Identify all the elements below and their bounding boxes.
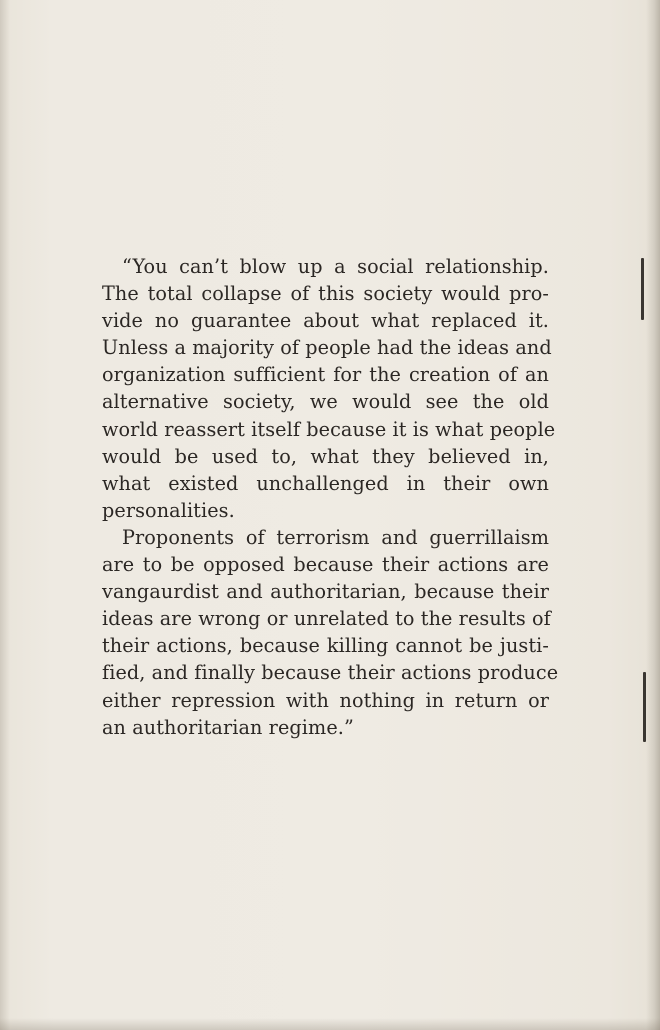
bottom-staple xyxy=(643,672,646,742)
bottom-edge-shadow xyxy=(0,1018,660,1030)
quote-line: “You can’t blow up a social relationship. xyxy=(122,255,549,278)
quote-line: The total collapse of this society would pro- xyxy=(102,282,549,306)
quote-line: are to be opposed because their actions are xyxy=(102,553,549,577)
quote-line: Proponents of terrorism and guerrillaism xyxy=(122,525,549,549)
quote-line: fied, and finally because their actions produce xyxy=(102,661,559,685)
quote-line: their actions, because killing cannot be justi- xyxy=(102,634,549,658)
quote-line: an authoritarian regime.” xyxy=(102,715,354,739)
quote-line: vide no guarantee about what replaced it. xyxy=(102,309,549,333)
left-edge-shadow xyxy=(0,0,10,1030)
quote-line: personalities. xyxy=(102,498,235,522)
right-edge-shadow xyxy=(646,0,660,1030)
quote-line: alternative society, we would see the old xyxy=(102,390,549,414)
quote-line: ideas are wrong or unrelated to the results of xyxy=(102,607,551,631)
quote-line: Unless a majority of people had the ideas and xyxy=(102,336,552,360)
quote-block xyxy=(102,253,559,741)
quote-paragraph-2 xyxy=(102,524,559,741)
quote-line: would be used to, what they believed in, xyxy=(102,444,549,468)
quote-line: what existed unchallenged in their own xyxy=(102,471,549,495)
quote-paragraph-1 xyxy=(102,253,556,524)
quote-line: world reassert itself because it is what people xyxy=(102,417,556,441)
quote-line: vangaurdist and authoritarian, because their xyxy=(102,580,549,604)
top-staple xyxy=(641,258,644,320)
quote-line: either repression with nothing in return or xyxy=(102,688,549,712)
quote-line: organization sufficient for the creation of an xyxy=(102,363,549,387)
